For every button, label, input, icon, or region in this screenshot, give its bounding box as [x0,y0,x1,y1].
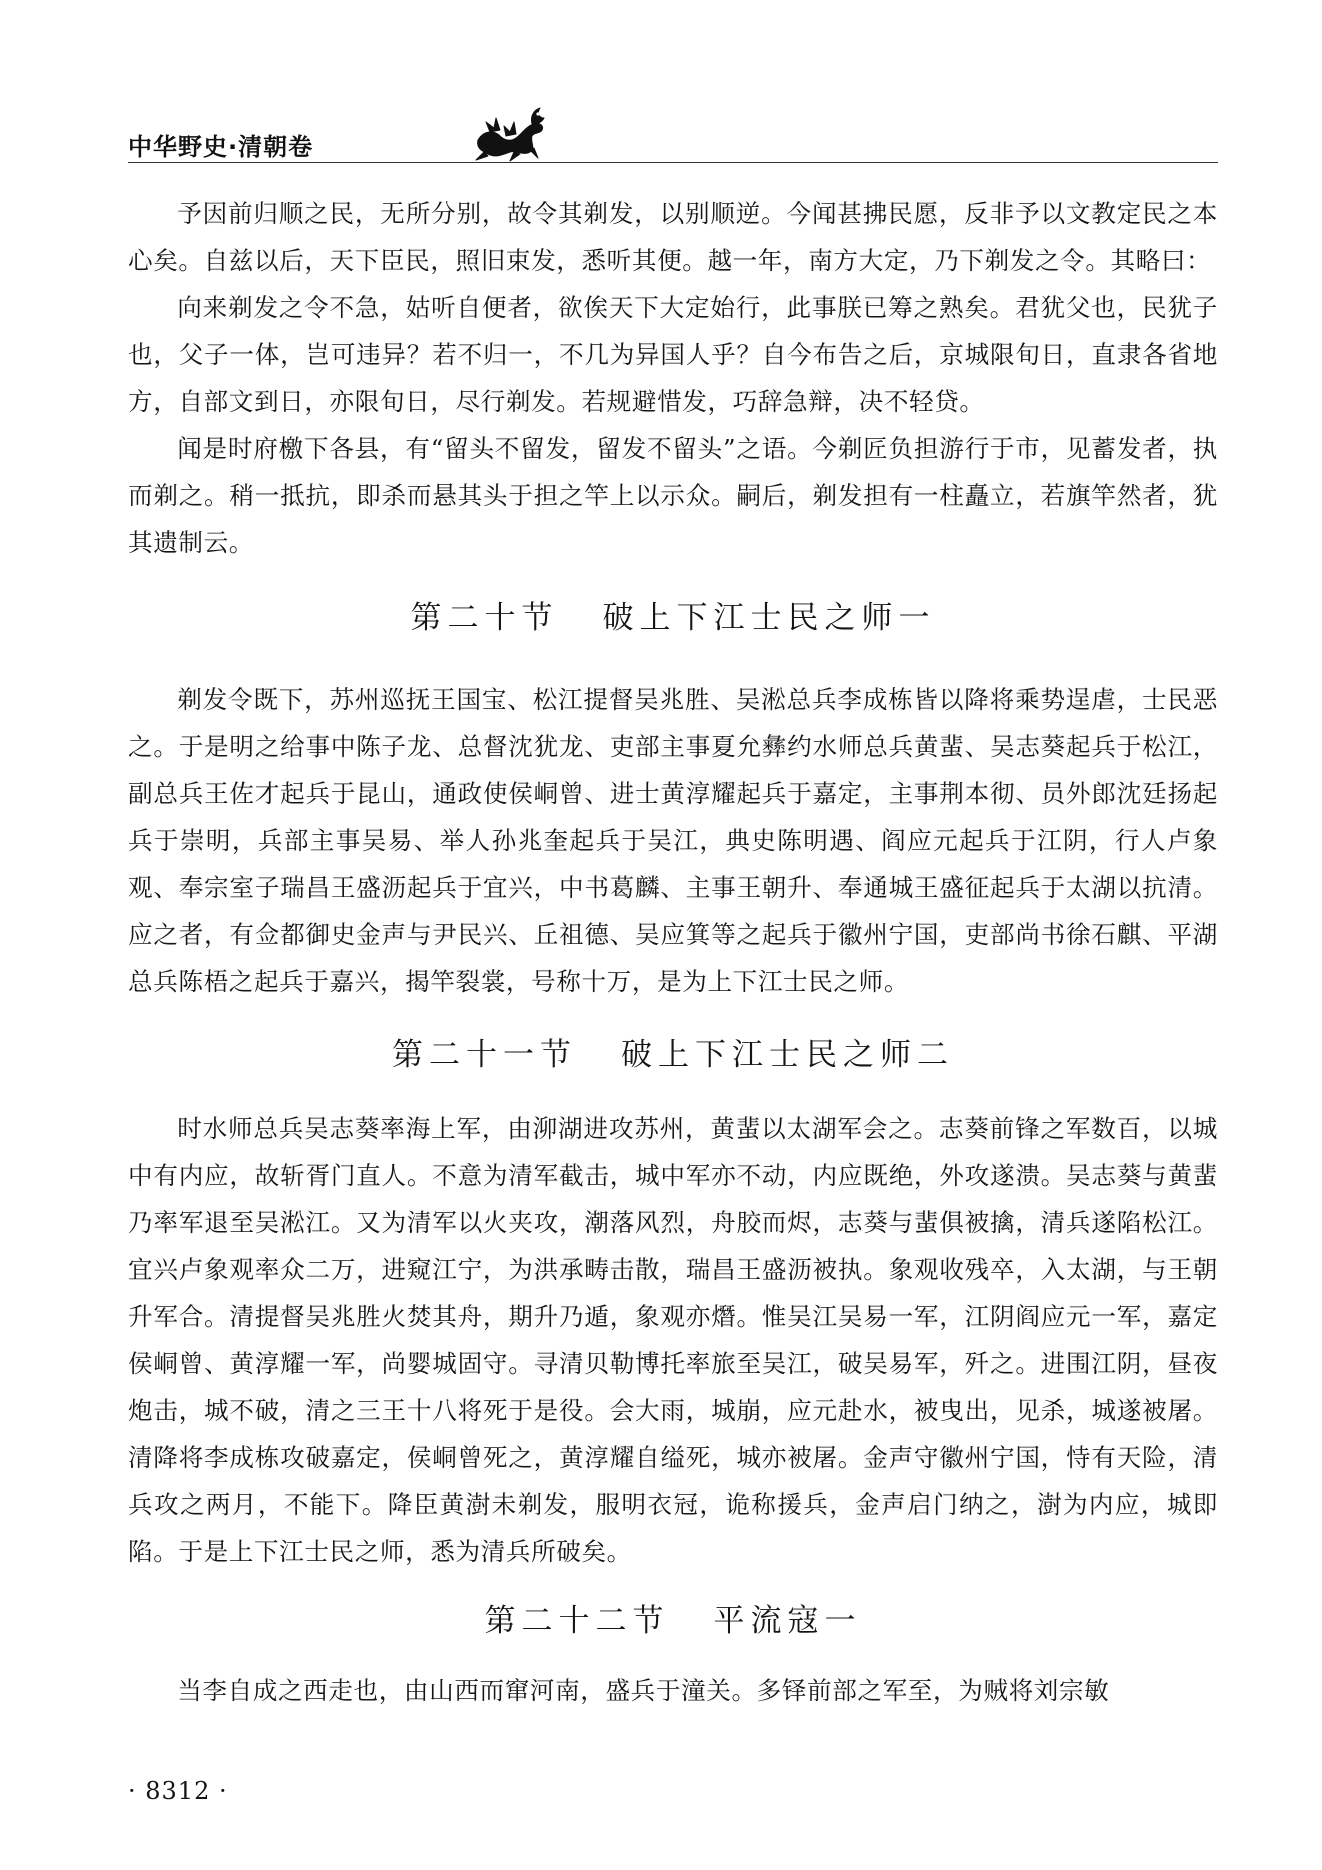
section-number: 第二十节 [410,600,559,636]
section-heading [128,1035,1218,1075]
paragraph: 时水师总兵吴志葵率海上军，由泖湖进攻苏州，黄蜚以太湖军会之。志葵前锋之军数百，以城中有内应，故斩胥门直人。不意为清军截击，城中军亦不动，内应既绝，外攻遂溃。吴志葵与黄蜚乃率军退至吴淞江。又为清军以火夹攻，潮落风烈，舟胶而烬，志葵与蜚俱被擒，清兵遂陷松江。宜兴卢象观率众二万，进窥江宁，为洪承畴击散，瑞昌王盛沥被执。象观收残卒，入太湖，与王朝升军合。清提督吴兆胜火焚其舟，期升乃遁，象观亦熸。惟吴江吴易一军，江阴阎应元一军，嘉定侯峒曾、黄淳耀一军，尚婴城固守。寻清贝勒博托率旅至吴江，破吴易军，歼之。进围江阴，昼夜炮击，城不破，清之三王十八将死于是役。会大雨，城崩，应元赴水，被曳出，见杀，城遂被屠。清降将李成栋攻破嘉定，侯峒曾死之，黄淳耀自缢死，城亦被屠。金声守徽州宁国，恃有天险，清兵攻之两月，不能下。降臣黄澍未剃发，服明衣冠，诡称援兵，金声启门纳之，澍为内应，城即陷。于是上下江士民之师，悉为清兵所破矣。 [128,1114,1218,1566]
edict-quote-1 [128,190,1218,425]
page-content [128,190,1218,1714]
paragraph: 闻是时府檄下各县，有“留头不留发，留发不留头”之语。今剃匠负担游行于市，见蓄发者，执而剃之。稍一抵抗，即杀而悬其头于担之竿上以示众。嗣后，剃发担有一柱矗立，若旗竿然者，犹其遗制云。 [128,434,1218,557]
paragraph: 剃发令既下，苏州巡抚王国宝、松江提督吴兆胜、吴淞总兵李成栋皆以降将乘势逞虐，士民恶之。于是明之给事中陈子龙、总督沈犹龙、吏部主事夏允彝约水师总兵黄蜚、吴志葵起兵于松江，副总兵王佐才起兵于昆山，通政使侯峒曾、进士黄淳耀起兵于嘉定，主事荆本彻、员外郎沈廷扬起兵于崇明，兵部主事吴易、举人孙兆奎起兵于吴江，典史陈明遇、阎应元起兵于江阴，行人卢象观、奉宗室子瑞昌王盛沥起兵于宜兴，中书葛麟、主事王朝升、奉通城王盛征起兵于太湖以抗清。应之者，有佥都御史金声与尹民兴、丘祖德、吴应箕等之起兵于徽州宁国，吏部尚书徐石麒、平湖总兵陈梧之起兵于嘉兴，揭竿裂裳，号称十万，是为上下江士民之师。 [128,685,1218,996]
running-head-title: 中华野史·清朝卷 [128,133,314,161]
paragraph: 予因前归顺之民，无所分别，故令其剃发，以别顺逆。今闻甚拂民愿，反非予以文教定民之本心矣。自兹以后，天下臣民，照旧束发，悉听其便。越一年，南方大定，乃下剃发之令。其略曰： [128,199,1218,275]
header-rule [128,162,1218,163]
running-head [128,112,313,162]
paragraph: 当李自成之西走也，由山西而窜河南，盛兵于潼关。多铎前部之军至，为贼将刘宗敏 [177,1676,1110,1705]
dragon-logo-icon [470,100,550,162]
section-title: 平流寇一 [713,1603,862,1639]
section-title: 破上下江士民之师二 [621,1037,954,1073]
page-number: · 8312 · [128,1777,228,1805]
paragraph: 向来剃发之令不急，姑听自便者，欲俟天下大定始行，此事朕已筹之熟矣。君犹父也，民犹子也，父子一体，岂可违异？若不归一，不几为异国人乎？自今布告之后，京城限旬日，直隶各省地方，自部文到日，亦限旬日，尽行剃发。若规避惜发，巧辞急辩，决不轻贷。 [128,293,1218,416]
section-number: 第二十二节 [484,1603,670,1639]
section-number: 第二十一节 [392,1037,577,1073]
section-heading [128,598,1218,638]
section-heading [128,1601,1218,1641]
section-title: 破上下江士民之师一 [602,600,936,636]
